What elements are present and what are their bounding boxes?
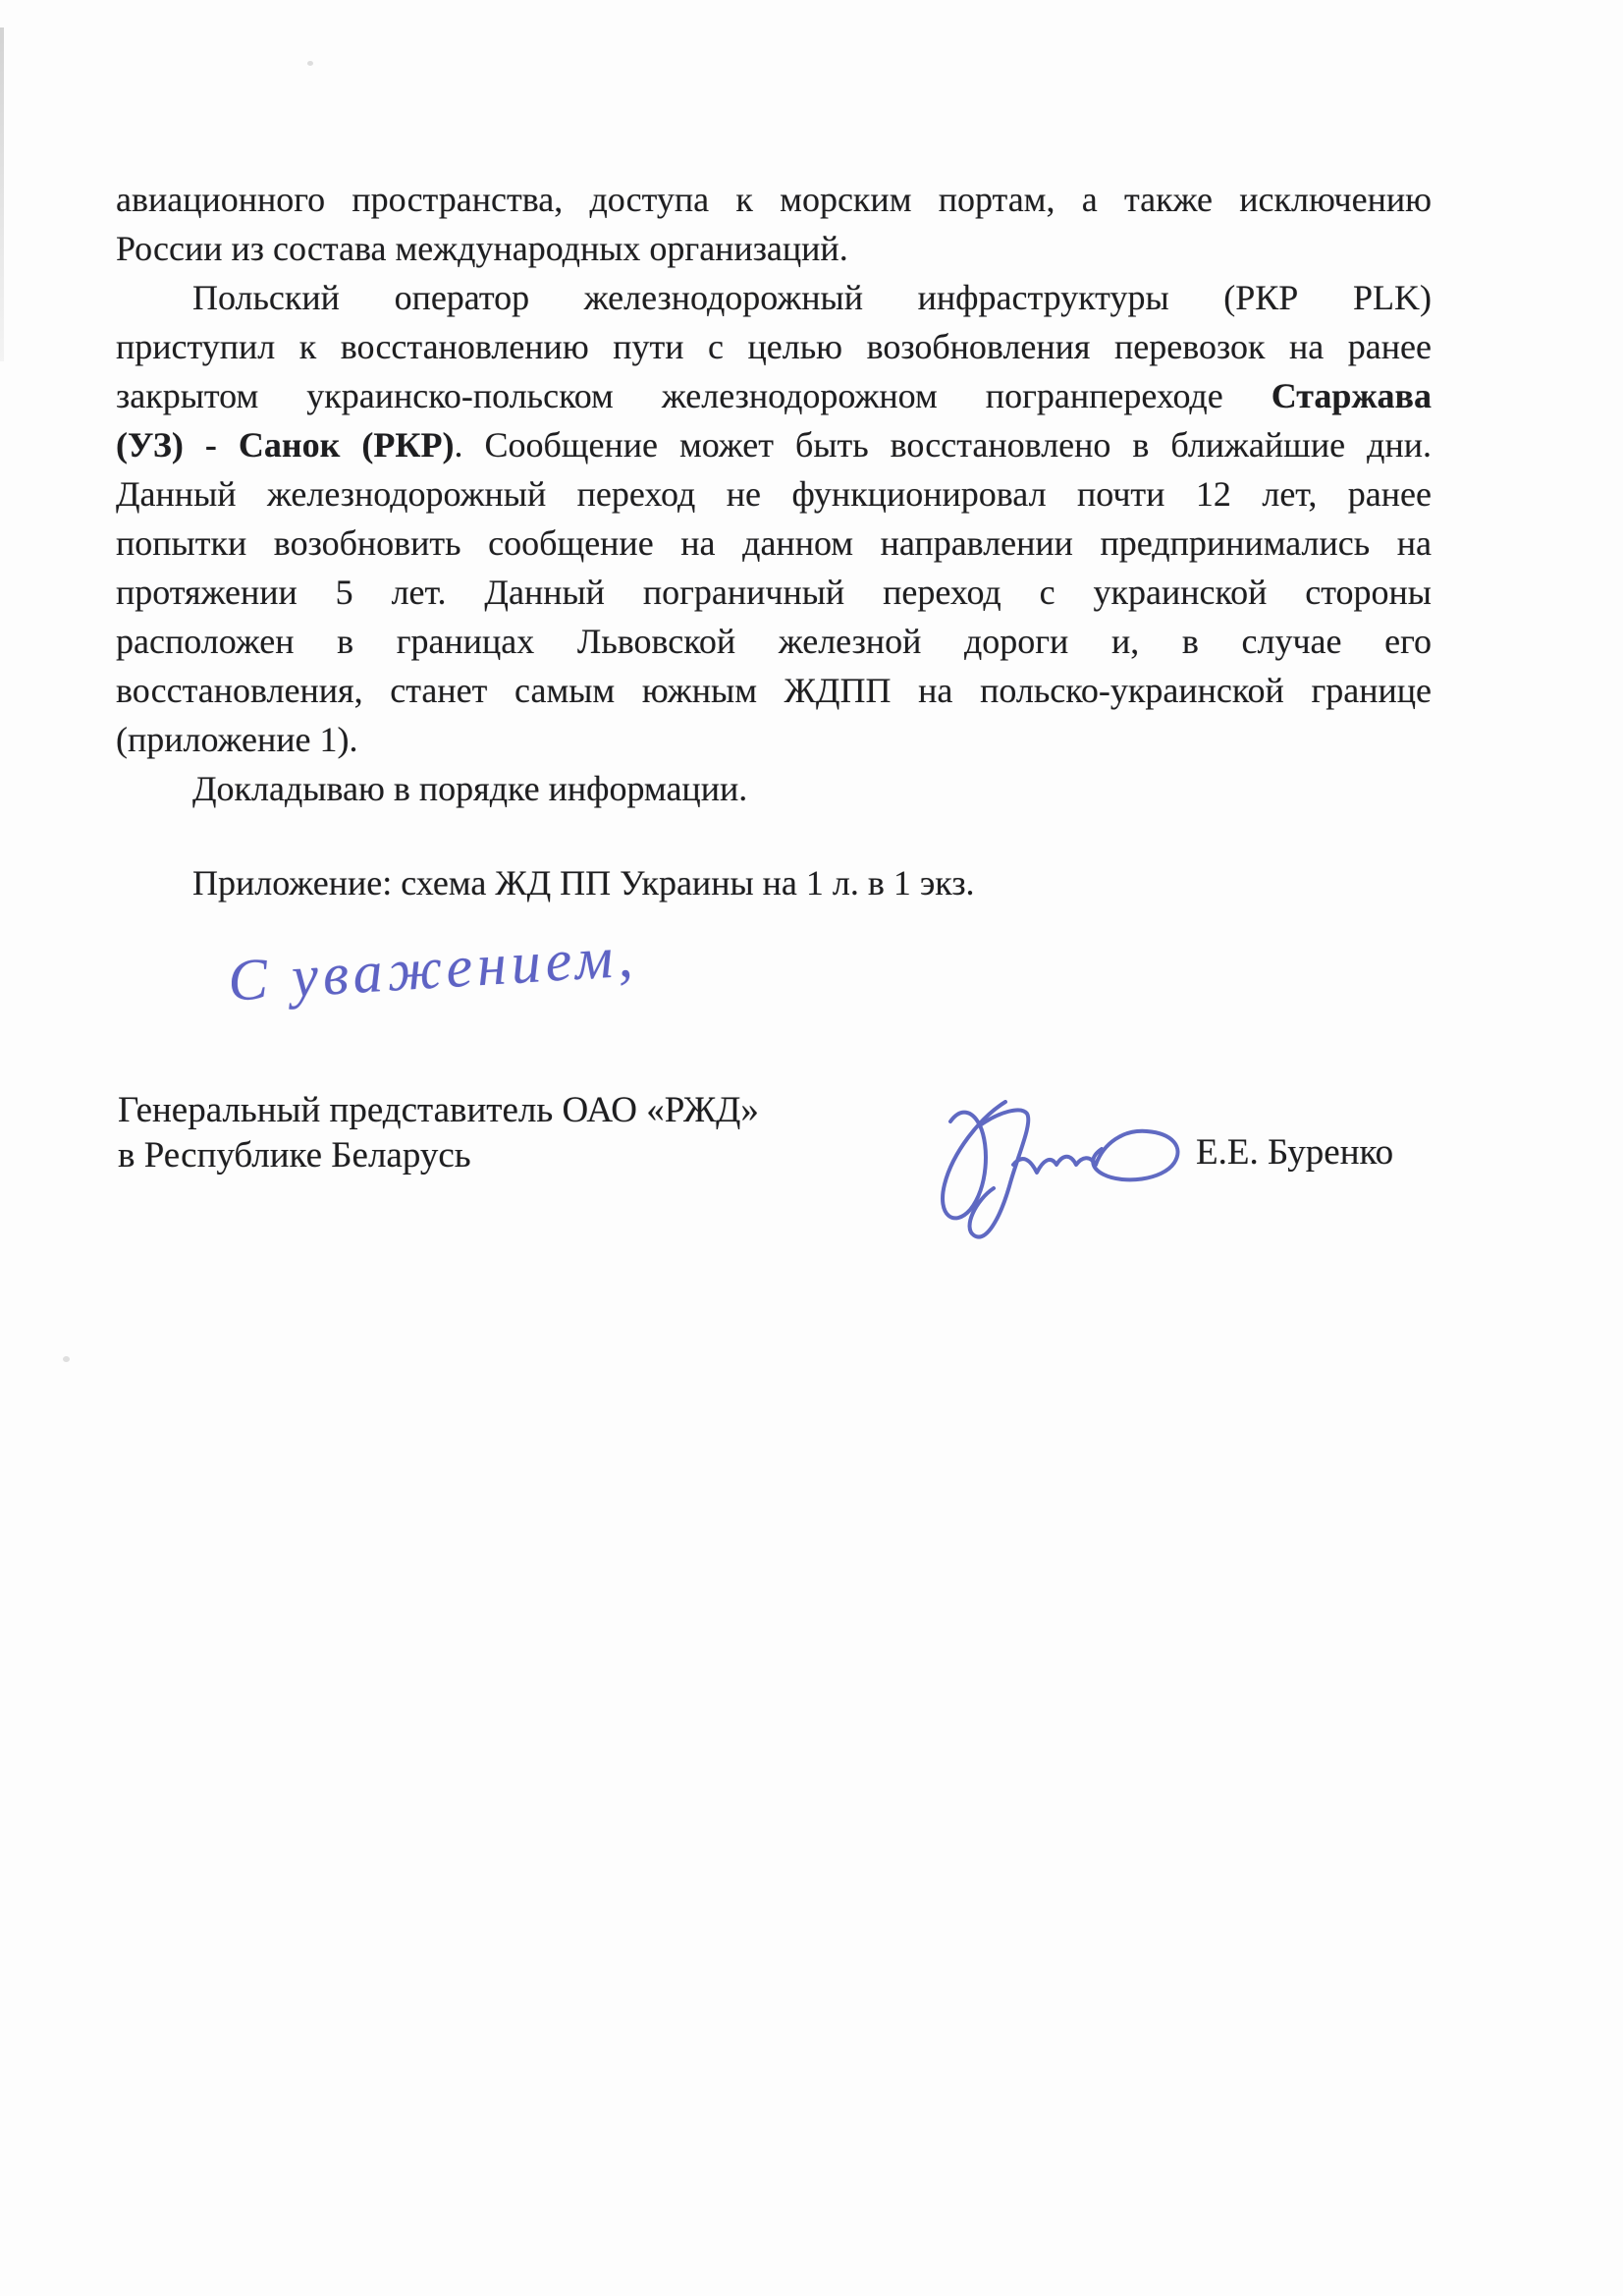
- text-line: попытки возобновить сообщение на данном направлении предпринимались на: [116, 523, 1432, 563]
- text-line: приступил к восстановлению пути с целью возобновления перевозок на ранее: [116, 327, 1432, 366]
- attachment-line: Приложение: схема ЖД ПП Украины на 1 л. в 1 экз.: [192, 863, 975, 902]
- text-line: Данный железнодорожный переход не функционировал почти 12 лет, ранее: [116, 474, 1432, 514]
- text-line: (УЗ) - Санок (РКР). Сообщение может быть восстановлено в ближайшие дни.: [116, 425, 1432, 465]
- position-title-line2: в Республике Беларусь: [118, 1135, 471, 1175]
- text-line: восстановления, станет самым южным ЖДПП на польско-украинской границе: [116, 671, 1432, 710]
- signer-name: Е.Е. Буренко: [1196, 1132, 1394, 1173]
- text-line: (приложение 1).: [116, 720, 358, 759]
- scan-speck: [307, 61, 313, 66]
- handwritten-closing: С уважением,: [226, 923, 639, 1013]
- scan-edge-artifact: [0, 27, 4, 361]
- scan-speck: [63, 1356, 70, 1362]
- signature-position-block: [118, 1088, 864, 1178]
- handwritten-signature: [911, 1070, 1206, 1267]
- text-line: закрытом украинско-польском железнодорожном погранпереходе Старжава: [116, 376, 1432, 415]
- text-line: России из состава международных организаций.: [116, 229, 848, 268]
- text-line: Польский оператор железнодорожный инфраструктуры (РКР PLK): [192, 278, 1432, 317]
- position-title-line1: Генеральный представитель ОАО «РЖД»: [118, 1090, 759, 1130]
- letter-body: [116, 175, 1432, 907]
- text-line: Докладываю в порядке информации.: [192, 769, 748, 808]
- text-line: авиационного пространства, доступа к морским портам, а также исключению: [116, 180, 1432, 219]
- text-line: расположен в границах Львовской железной дороги и, в случае его: [116, 622, 1432, 661]
- text-line: протяжении 5 лет. Данный пограничный переход с украинской стороны: [116, 573, 1432, 612]
